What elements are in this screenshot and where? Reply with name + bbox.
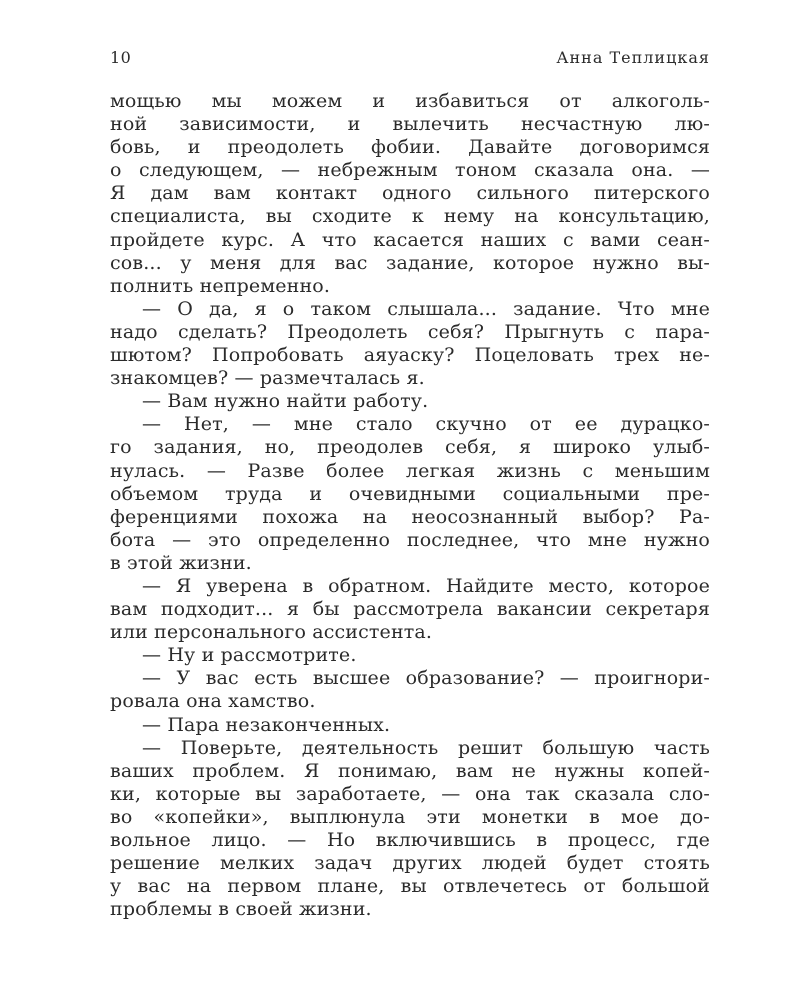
running-title-author: Анна Теплицкая <box>556 48 710 67</box>
text-line: ференциями похожа на неосознанный выбор? Ра- <box>110 505 710 528</box>
text-line: ной зависимости, и вылечить несчастную лю- <box>110 113 710 136</box>
text-line: ровала она хамство. <box>110 690 316 713</box>
text-line: бовь, и преодолеть фобии. Давайте договоримся <box>110 136 710 159</box>
text-line: надо сделать? Преодолеть себя? Прыгнуть с пара- <box>110 320 710 343</box>
text-line: шютом? Попробовать аяуаску? Поцеловать трех не- <box>110 344 710 367</box>
text-line: проблемы в своей жизни. <box>110 898 372 921</box>
text-line: го задания, но, преодолев себя, я широко улыб- <box>110 436 710 459</box>
text-line: решение мелких задач других людей будет стоять <box>110 852 710 875</box>
text-line: ваших проблем. Я понимаю, вам не нужны копей- <box>110 759 710 782</box>
dialogue-line: — Поверьте, деятельность решит большую часть <box>142 736 710 759</box>
running-head <box>110 48 710 68</box>
text-line: объемом труда и очевидными социальными пре- <box>110 482 710 505</box>
dialogue-line: — Я уверена в обратном. Найдите место, которое <box>142 574 710 597</box>
page-number: 10 <box>110 48 132 67</box>
dialogue-line: — Ну и рассмотрите. <box>142 644 357 667</box>
dialogue-line: — У вас есть высшее образование? — проигнори- <box>142 667 710 690</box>
text-line: вам подходит... я бы рассмотрела вакансии секретаря <box>110 598 710 621</box>
text-line: о следующем, — небрежным тоном сказала она. — <box>110 159 710 182</box>
text-line: сов... у меня для вас задание, которое нужно вы- <box>110 251 710 274</box>
text-line: нулась. — Разве более легкая жизнь с меньшим <box>110 459 710 482</box>
text-line: бота — это определенно последнее, что мне нужно <box>110 528 710 551</box>
body-text <box>110 90 710 921</box>
text-line: мощью мы можем и избавиться от алкоголь- <box>110 90 710 112</box>
dialogue-line: — Вам нужно найти работу. <box>142 390 429 413</box>
text-line: знакомцев? — размечталась я. <box>110 367 425 390</box>
text-line: пройдете курс. А что касается наших с вами сеан- <box>110 228 710 251</box>
text-line: Я дам вам контакт одного сильного питерского <box>110 182 710 205</box>
dialogue-line: — Нет, — мне стало скучно от ее дурацко- <box>142 413 710 436</box>
text-line: или персонального ассистента. <box>110 621 433 644</box>
text-line: вольное лицо. — Но включившись в процесс, где <box>110 829 710 851</box>
text-line: во «копейки», выплюнула эти монетки в мое до- <box>110 805 710 828</box>
text-line: в этой жизни. <box>110 551 252 574</box>
dialogue-line: — О да, я о таком слышала... задание. Что мне <box>142 297 710 320</box>
text-line: у вас на первом плане, вы отвлечетесь от большой <box>110 875 710 898</box>
text-line: ки, которые вы заработаете, — она так сказала сло- <box>110 782 710 805</box>
text-line: полнить непременно. <box>110 274 331 297</box>
text-line: специалиста, вы сходите к нему на консультацию, <box>110 205 710 228</box>
dialogue-line: — Пара незаконченных. <box>142 713 391 736</box>
